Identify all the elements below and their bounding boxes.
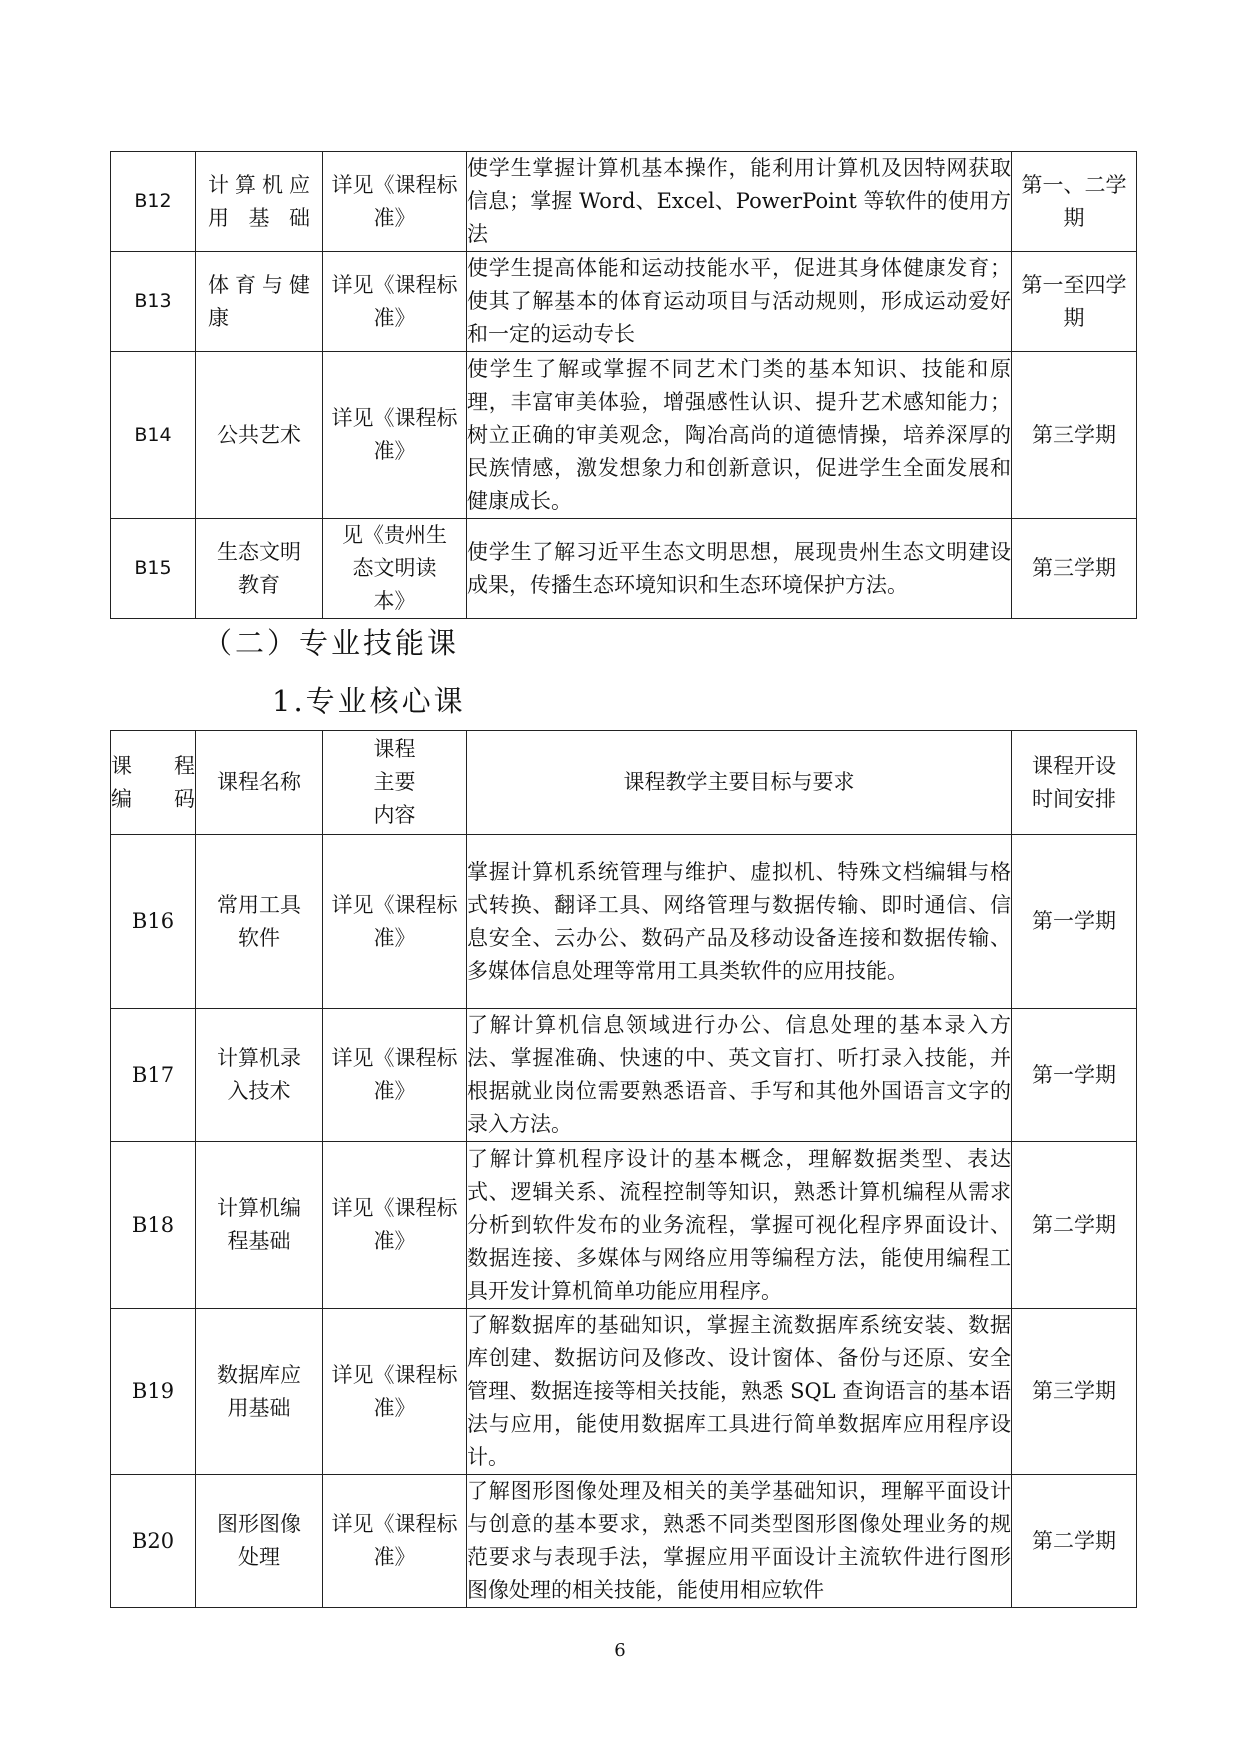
course-name: 计算机应用基础	[196, 152, 323, 252]
course-content: 详见《课程标准》	[323, 1309, 467, 1475]
course-name: 常用工具 软件	[196, 835, 323, 1009]
course-schedule: 第一学期	[1012, 1009, 1137, 1142]
table-row	[111, 1142, 1137, 1309]
table-row	[111, 152, 1137, 252]
course-code: B20	[111, 1475, 196, 1608]
general-course-table	[110, 151, 1137, 619]
course-content: 详见《课程标准》	[323, 152, 467, 252]
course-content: 详见《课程标准》	[323, 1142, 467, 1309]
header-schedule: 课程开设 时间安排	[1012, 731, 1137, 835]
course-goal: 掌握计算机系统管理与维护、虚拟机、特殊文档编辑与格式转换、翻译工具、网络管理与数据传输、即时通信、信息安全、云办公、数码产品及移动设备连接和数据传输、多媒体信息处理等常用工具类软件的应用技能。	[467, 835, 1012, 1009]
page-number: 6	[614, 1640, 626, 1661]
course-schedule: 第一至四学期	[1012, 252, 1137, 352]
course-name: 公共艺术	[196, 352, 323, 519]
course-goal: 使学生了解习近平生态文明思想，展现贵州生态文明建设成果，传播生态环境知识和生态环境保护方法。	[467, 519, 1012, 619]
table-row	[111, 519, 1137, 619]
course-name: 生态文明 教育	[196, 519, 323, 619]
course-goal: 使学生提高体能和运动技能水平，促进其身体健康发育；使其了解基本的体育运动项目与活动规则，形成运动爱好和一定的运动专长	[467, 252, 1012, 352]
course-schedule: 第三学期	[1012, 352, 1137, 519]
course-content: 见《贵州生 态文明读 本》	[323, 519, 467, 619]
course-content: 详见《课程标准》	[323, 1009, 467, 1142]
course-content: 详见《课程标准》	[323, 1475, 467, 1608]
course-schedule: 第二学期	[1012, 1142, 1137, 1309]
table-row	[111, 1309, 1137, 1475]
course-code: B12	[111, 152, 196, 252]
table-row	[111, 835, 1137, 1009]
table-row	[111, 352, 1137, 519]
header-code: 课程 编码	[111, 731, 196, 835]
course-goal: 了解计算机信息领域进行办公、信息处理的基本录入方法、掌握准确、快速的中、英文盲打、听打录入技能，并根据就业岗位需要熟悉语音、手写和其他外国语言文字的录入方法。	[467, 1009, 1012, 1142]
course-goal: 使学生了解或掌握不同艺术门类的基本知识、技能和原理，丰富审美体验，增强感性认识、提升艺术感知能力；树立正确的审美观念，陶冶高尚的道德情操，培养深厚的民族情感，激发想象力和创新意识，促进学生全面发展和健康成长。	[467, 352, 1012, 519]
course-code: B17	[111, 1009, 196, 1142]
course-code: B13	[111, 252, 196, 352]
header-goal: 课程教学主要目标与要求	[467, 731, 1012, 835]
course-schedule: 第二学期	[1012, 1475, 1137, 1608]
course-schedule: 第一学期	[1012, 835, 1137, 1009]
course-name: 体育与健康	[196, 252, 323, 352]
course-goal: 了解计算机程序设计的基本概念，理解数据类型、表达式、逻辑关系、流程控制等知识，熟悉计算机编程从需求分析到软件发布的业务流程，掌握可视化程序界面设计、数据连接、多媒体与网络应用等编程方法，能使用编程工具开发计算机简单功能应用程序。	[467, 1142, 1012, 1309]
header-content: 课程 主要 内容	[323, 731, 467, 835]
course-code: B18	[111, 1142, 196, 1309]
course-schedule: 第三学期	[1012, 519, 1137, 619]
section-heading: （二）专业技能课	[203, 626, 460, 660]
course-code: B15	[111, 519, 196, 619]
table-row	[111, 252, 1137, 352]
course-schedule: 第三学期	[1012, 1309, 1137, 1475]
course-goal: 使学生掌握计算机基本操作，能利用计算机及因特网获取信息；掌握 Word、Excel、PowerPoint 等软件的使用方法	[467, 152, 1012, 252]
course-goal: 了解图形图像处理及相关的美学基础知识，理解平面设计与创意的基本要求，熟悉不同类型图形图像处理业务的规范要求与表现手法，掌握应用平面设计主流软件进行图形图像处理的相关技能，能使用相应软件	[467, 1475, 1012, 1608]
course-name: 数据库应 用基础	[196, 1309, 323, 1475]
course-schedule: 第一、二学期	[1012, 152, 1137, 252]
course-code: B14	[111, 352, 196, 519]
course-content: 详见《课程标准》	[323, 252, 467, 352]
subsection-heading: 1.专业核心课	[272, 684, 466, 718]
table-row	[111, 1475, 1137, 1608]
table-row	[111, 1009, 1137, 1142]
course-name: 计算机录 入技术	[196, 1009, 323, 1142]
course-code: B16	[111, 835, 196, 1009]
header-name: 课程名称	[196, 731, 323, 835]
core-course-table	[110, 730, 1137, 1608]
course-code: B19	[111, 1309, 196, 1475]
course-content: 详见《课程标准》	[323, 352, 467, 519]
course-name: 图形图像 处理	[196, 1475, 323, 1608]
table-header-row	[111, 731, 1137, 835]
course-name: 计算机编 程基础	[196, 1142, 323, 1309]
course-goal: 了解数据库的基础知识，掌握主流数据库系统安装、数据库创建、数据访问及修改、设计窗体、备份与还原、安全管理、数据连接等相关技能，熟悉 SQL 查询语言的基本语法与应用，能使用数据库工具进行简单数据库应用程序设计。	[467, 1309, 1012, 1475]
course-content: 详见《课程标准》	[323, 835, 467, 1009]
